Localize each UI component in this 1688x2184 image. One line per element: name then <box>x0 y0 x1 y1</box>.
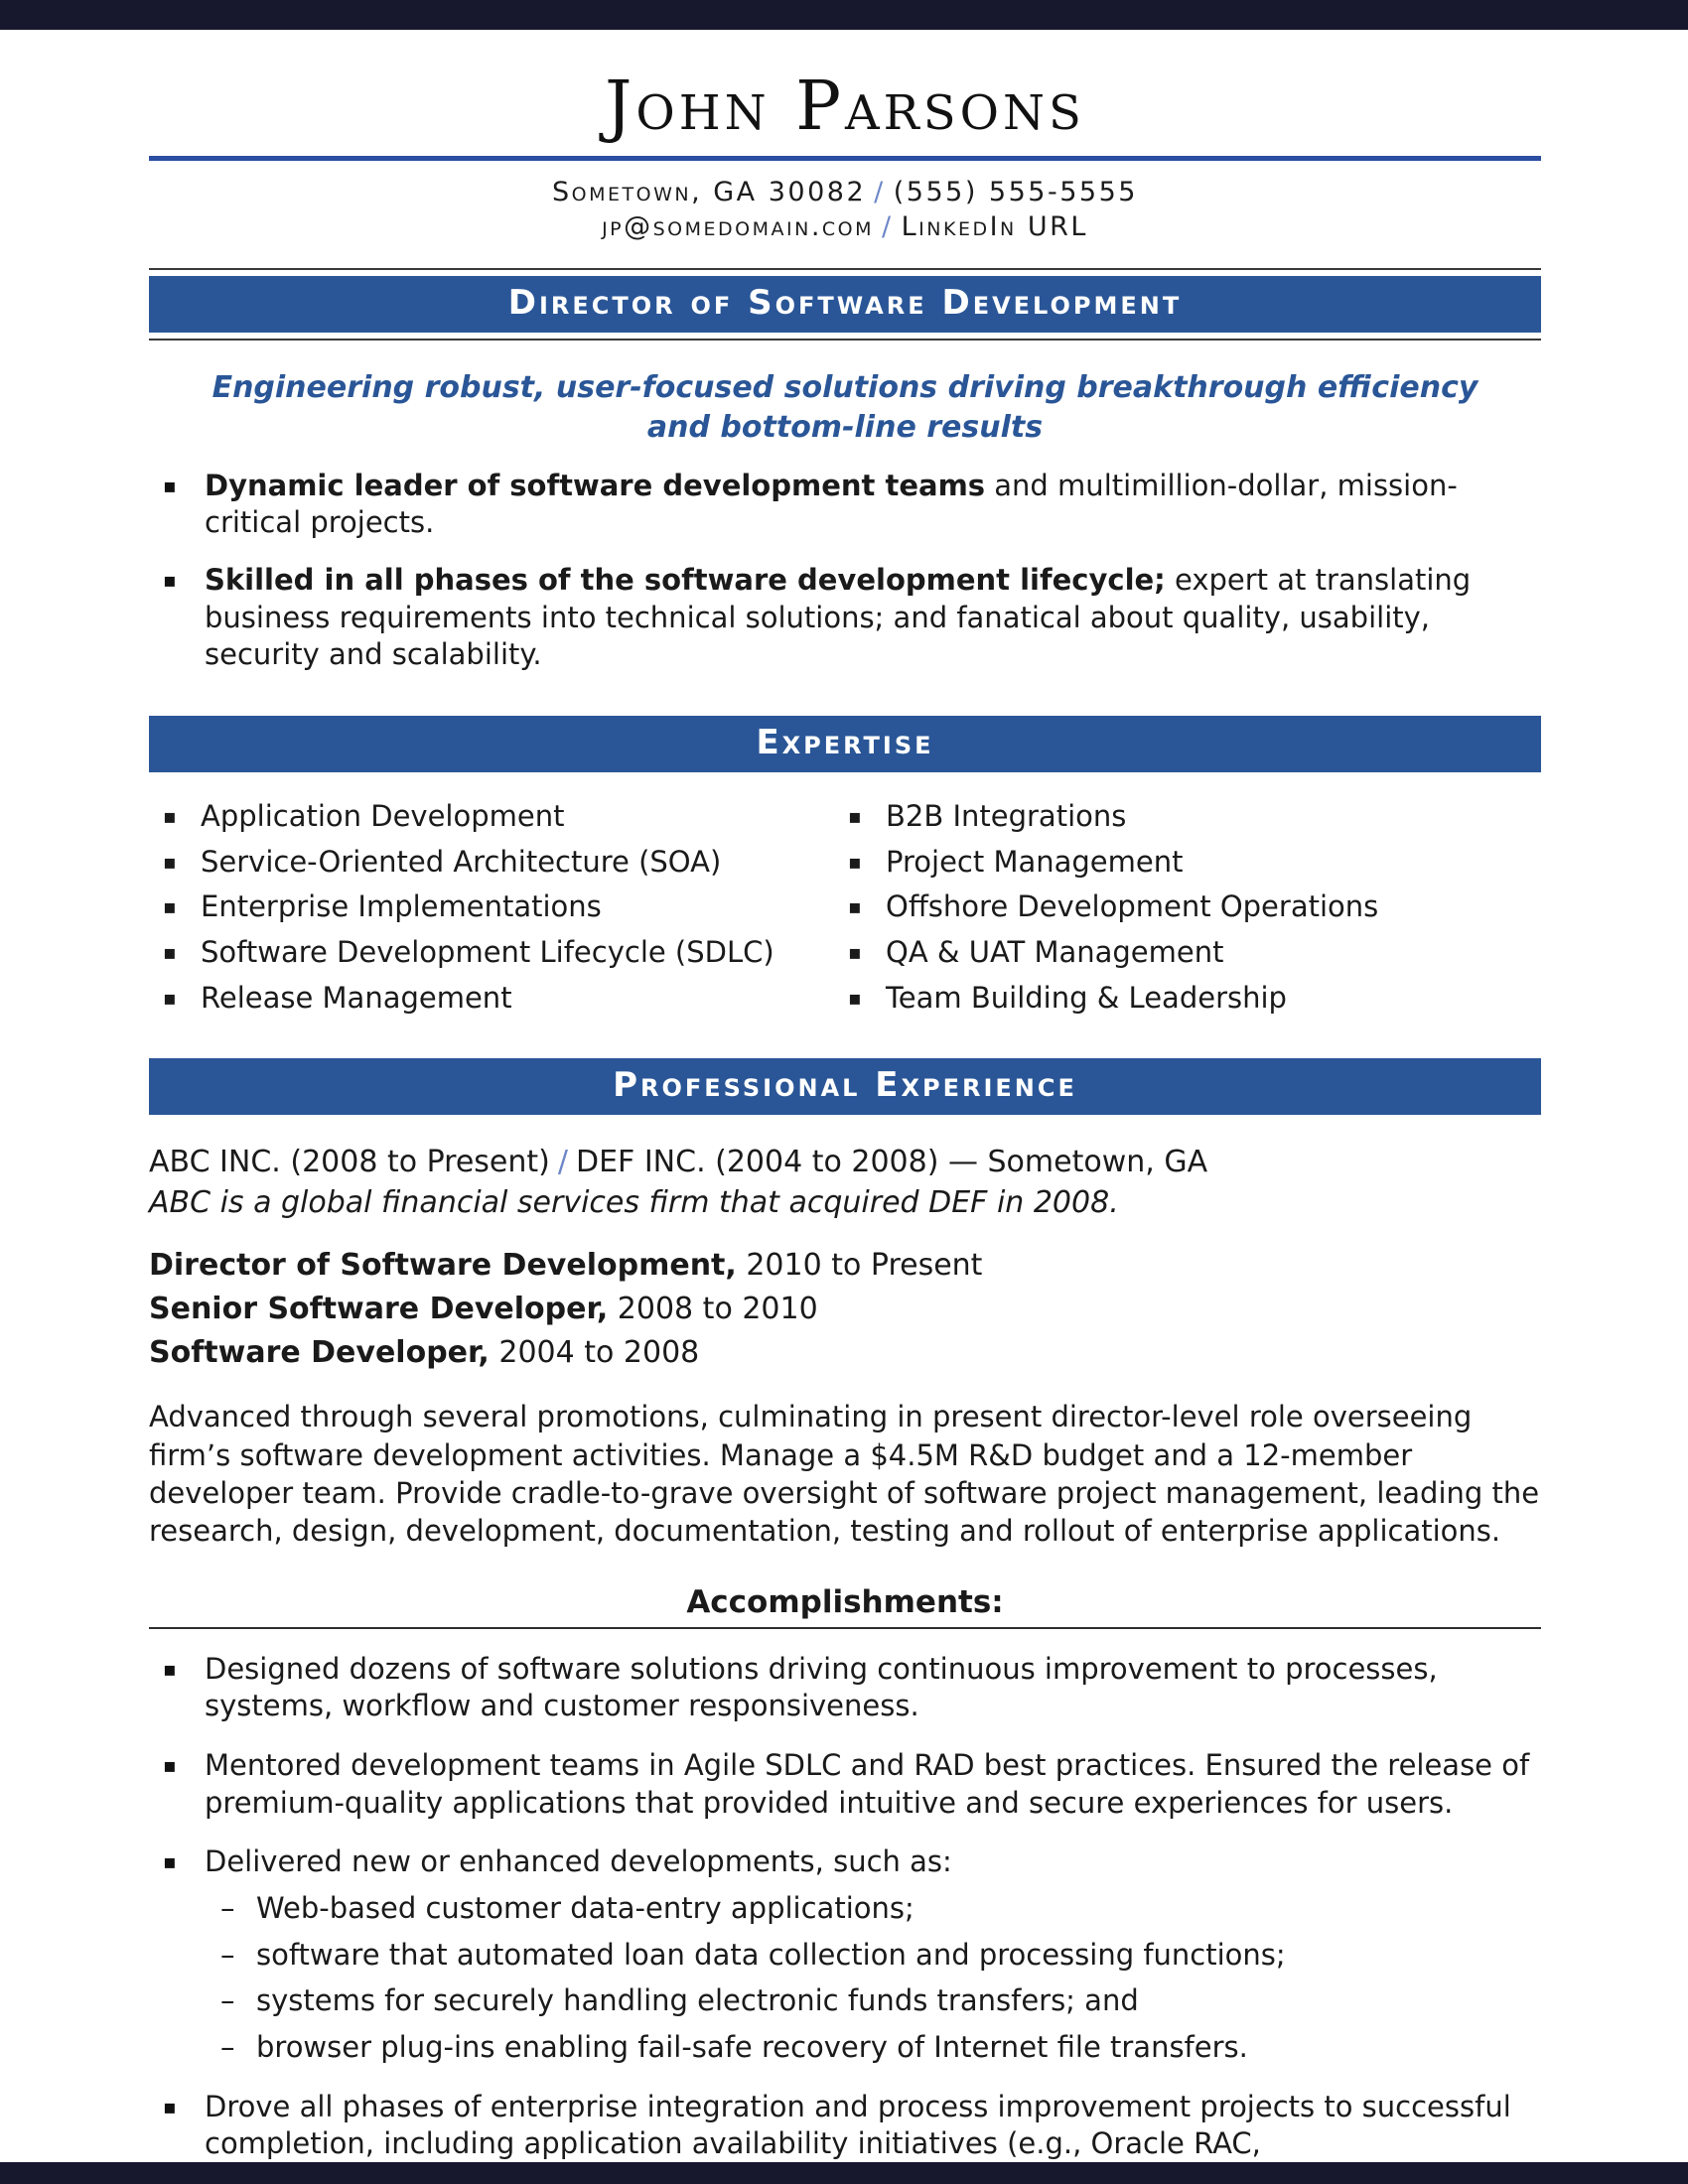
expertise-item: ▪ Offshore Development Operations <box>834 888 1541 926</box>
contact-linkedin: LinkedIn URL <box>901 211 1088 243</box>
square-bullet-icon: ▪ <box>848 804 862 829</box>
company-current: ABC INC. (2008 to Present) <box>149 1145 550 1180</box>
accomplishment-bullet: ▪ Mentored development teams in Agile SDLC and RAD best practices. Ensured the release of premium-quality applications that provided intuitive and secure experiences for users. <box>149 1747 1541 1822</box>
divider-rule <box>149 268 1541 270</box>
square-bullet-icon: ▪ <box>163 804 177 829</box>
square-bullet-icon: ▪ <box>163 894 177 919</box>
expertise-item: ▪ Release Management <box>149 980 834 1018</box>
expertise-item: ▪ QA & UAT Management <box>834 934 1541 972</box>
bottom-accent-bar <box>0 2162 1688 2184</box>
square-bullet-icon: ▪ <box>163 1656 177 1681</box>
dash-bullet-icon: – <box>220 1937 235 1972</box>
slash-separator: / <box>874 177 886 208</box>
contact-phone: (555) 555-5555 <box>893 177 1138 208</box>
slash-separator: / <box>557 1145 568 1180</box>
square-bullet-icon: ▪ <box>163 1849 177 1874</box>
dash-bullet-icon: – <box>220 1890 235 1925</box>
summary-bullet-text: Dynamic leader of software development teams and multimillion-dollar, mission-critical projects. <box>205 468 1458 540</box>
experience-summary-paragraph: Advanced through several promotions, culminating in present director-level role overseeing firm’s software development activities. Manage a $4.5M R&D budget and a 12-member developer team. Provide cradle-to-grave oversight of software project management, leading the research, design, development, documentation, testing and rollout of enterprise applications. <box>149 1400 1540 1549</box>
name-underline-rule <box>149 156 1541 161</box>
square-bullet-icon: ▪ <box>163 473 177 497</box>
expertise-item: ▪ Project Management <box>834 844 1541 882</box>
expertise-item: ▪ Software Development Lifecycle (SDLC) <box>149 934 834 972</box>
contact-email: jp@somedomain.com <box>602 211 875 243</box>
expertise-section-banner: Expertise <box>149 716 1541 772</box>
square-bullet-icon: ▪ <box>163 849 177 874</box>
expertise-item: ▪ Application Development <box>149 798 834 836</box>
tagline: Engineering robust, user-focused solutions driving breakthrough efficiency and bottom-line results <box>211 370 1478 445</box>
square-bullet-icon: ▪ <box>163 2094 177 2118</box>
square-bullet-icon: ▪ <box>163 1752 177 1777</box>
role-list <box>149 1246 1541 1372</box>
company-line <box>149 1143 1541 1181</box>
slash-separator: / <box>882 211 894 243</box>
company-previous: DEF INC. (2004 to 2008) — Sometown, GA <box>575 1145 1208 1180</box>
accomplishment-bullet: ▪ Delivered new or enhanced developments, such as: <box>149 1843 1541 1881</box>
candidate-name: John Parsons <box>605 68 1085 146</box>
dash-bullet-icon: – <box>220 1983 235 2018</box>
title-banner-block <box>149 268 1541 341</box>
accomplishment-bullet: ▪ Drove all phases of enterprise integration and process improvement projects to successful completion, including application availability initiatives (e.g., Oracle RAC, <box>149 2089 1541 2163</box>
accomplishment-subitem: – systems for securely handling electronic funds transfers; and <box>205 1982 1541 2020</box>
job-title-banner: Director of Software Development <box>149 276 1541 333</box>
top-accent-bar <box>0 0 1688 30</box>
role-line: Senior Software Developer, 2008 to 2010 <box>149 1292 818 1327</box>
expertise-item: ▪ Enterprise Implementations <box>149 888 834 926</box>
accomplishment-sublist <box>149 1890 1541 2067</box>
expertise-columns <box>149 798 1541 1017</box>
accomplishment-subitem: – software that automated loan data collection and processing functions; <box>205 1937 1541 1975</box>
square-bullet-icon: ▪ <box>848 849 862 874</box>
role-line: Software Developer, 2004 to 2008 <box>149 1335 700 1371</box>
square-bullet-icon: ▪ <box>163 985 177 1010</box>
accomplishment-subitem: – Web-based customer data-entry applications; <box>205 1890 1541 1928</box>
summary-bullet-text: Skilled in all phases of the software development lifecycle; expert at translating business requirements into technical solutions; and fanatical about quality, usability, security and scalability. <box>205 562 1472 672</box>
contact-location: Sometown, GA 30082 <box>552 177 867 208</box>
divider-rule <box>149 339 1541 341</box>
expertise-item: ▪ B2B Integrations <box>834 798 1541 836</box>
accomplishment-subitem: – browser plug-ins enabling fail-safe recovery of Internet file transfers. <box>205 2029 1541 2067</box>
role-line: Director of Software Development, 2010 to Present <box>149 1248 983 1284</box>
square-bullet-icon: ▪ <box>848 985 862 1010</box>
square-bullet-icon: ▪ <box>848 940 862 965</box>
accomplishment-bullet: ▪ Designed dozens of software solutions driving continuous improvement to processes, systems, workflow and customer responsiveness. <box>149 1651 1541 1725</box>
accomplishments-heading: Accomplishments: <box>149 1584 1541 1629</box>
square-bullet-icon: ▪ <box>163 940 177 965</box>
contact-line-1 <box>149 177 1541 207</box>
contact-line-2 <box>149 211 1541 242</box>
summary-bullet <box>149 468 1541 542</box>
expertise-column-right <box>834 798 1541 1017</box>
square-bullet-icon: ▪ <box>848 894 862 919</box>
experience-section-banner: Professional Experience <box>149 1058 1541 1115</box>
expertise-item: ▪ Service-Oriented Architecture (SOA) <box>149 844 834 882</box>
summary-bullet <box>149 562 1541 674</box>
expertise-column-left <box>149 798 834 1017</box>
company-note: ABC is a global financial services firm that acquired DEF in 2008. <box>149 1185 1119 1221</box>
dash-bullet-icon: – <box>220 2030 235 2065</box>
square-bullet-icon: ▪ <box>163 567 177 592</box>
expertise-item: ▪ Team Building & Leadership <box>834 980 1541 1018</box>
